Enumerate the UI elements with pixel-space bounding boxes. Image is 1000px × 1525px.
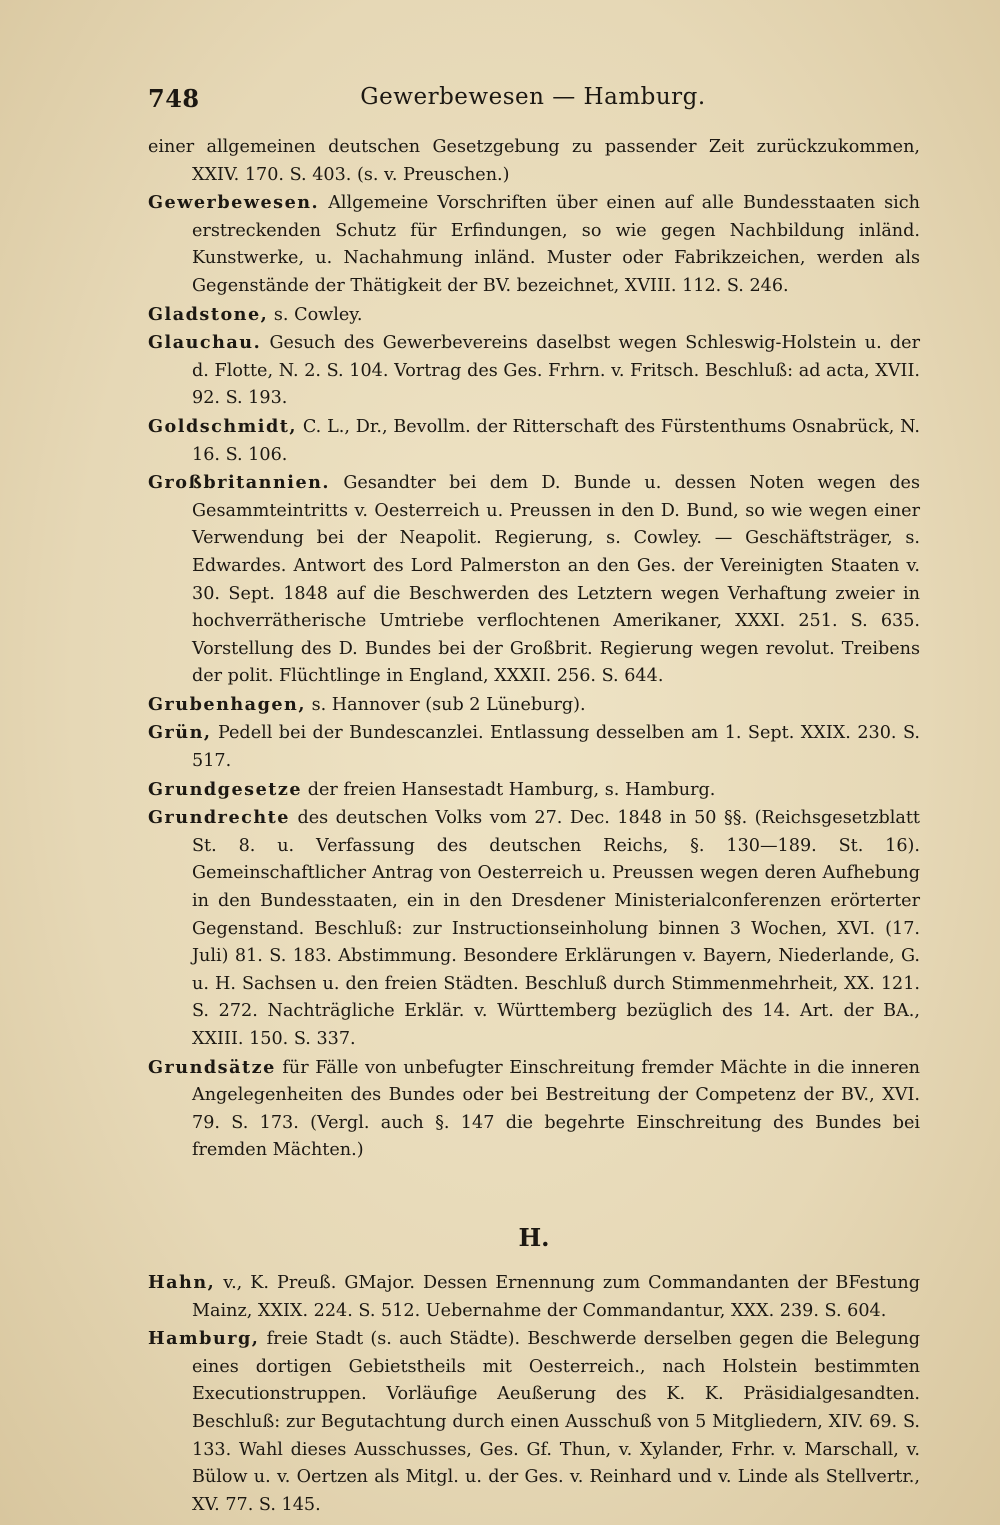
entry-head: Grundsätze [148,1056,276,1078]
page-header [148,84,918,120]
index-entry [148,804,920,1053]
entry-head: Grundrechte [148,807,290,829]
index-entry [148,469,920,691]
entry-text: des deutschen Volks vom 27. Dec. 1848 in 50 §§. (Reichsgesetzblatt St. 8. u. Verfassung des deutschen Reichs, §. 130—189. St. 16). Gemeinschaftlicher Antrag von Oesterreich u. Preussen wegen deren Aufhebung in den Bundesstaaten, ein in den Dresdener Ministerialconferenzen erörterter Gegenstand. Beschluß: zur Instructionseinholung binnen 3 Wochen, XVI. (17. Juli) 81. S. 183. Abstimmung. Besondere Erklärungen v. Bayern, Niederlande, G. u. H. Sachsen u. den freien Städten. Beschluß durch Stimmenmehrheit, XX. 121. S. 272. Nachträgliche Erklär. v. Württemberg bezüglich des 14. Art. der BA., XXIII. 150. S. 337. [192,808,920,1049]
entry-text: Gesuch des Gewerbevereins daselbst wegen Schleswig-Holstein u. der d. Flotte, N. 2. S. 104. Vortrag des Ges. Frhrn. v. Fritsch. Beschluß: ad acta, XVII. 92. S. 193. [192,333,920,409]
index-body [148,134,920,1519]
entry-text: einer allgemeinen deutschen Gesetzgebung zu passender Zeit zurückzukommen, XXIV. 170. S. 403. (s. v. Preuschen.) [148,137,920,185]
index-entry [148,1054,920,1165]
running-head: Gewerbewesen — Hamburg. [360,84,706,110]
entry-head: Gewerbewesen. [148,192,320,214]
entry-text: Gesandter bei dem D. Bunde u. dessen Noten wegen des Gesammteintritts v. Oesterreich u. Preussen in den D. Bund, so wie wegen einer Verwendung bei der Neapolit. Regierung, s. Cowley. — Geschäftsträger, s. Edwardes. Antwort des Lord Palmerston an den Ges. der Vereinigten Staaten v. 30. Sept. 1848 auf die Beschwerden des Letztern wegen Verhaftung zweier in hochverrätherische Umtriebe verflochtenen Amerikaner, XXXI. 251. S. 635. Vorstellung des D. Bundes bei der Großbrit. Regierung wegen revolut. Treibens der polit. Flüchtlinge in England, XXXII. 256. S. 644. [192,473,920,687]
index-entry [148,776,920,805]
entry-head: Großbritannien. [148,472,331,494]
index-entry [148,134,920,189]
entry-head: Hamburg, [148,1328,260,1350]
section-letter: H. [518,1222,550,1252]
entry-head: Grubenhagen, [148,693,306,715]
entry-head: Grundgesetze [148,778,303,800]
entry-text: für Fälle von unbefugter Einschreitung fremder Mächte in die inneren Angelegenheiten des Bundes oder bei Bestreitung der Competenz der BV., XVI. 79. S. 173. (Vergl. auch §. 147 die begehrte Einschreitung des Bundes bei fremden Mächten.) [192,1057,921,1161]
entry-text: C. L., Dr., Bevollm. der Ritterschaft des Fürstenthums Osnabrück, N. 16. S. 106. [192,416,921,465]
index-entry [148,189,920,300]
index-entry [148,301,920,330]
entry-text: s. Cowley. [273,304,363,325]
index-entry [148,1325,920,1519]
entry-text: v., K. Preuß. GMajor. Dessen Ernennung zum Commandanten der BFestung Mainz, XXIX. 224. S. 512. Uebernahme der Commandantur, XXX. 239. S. 604. [192,1272,920,1321]
entry-head: Gladstone, [148,303,269,325]
entry-text: Allgemeine Vorschriften über einen auf alle Bundesstaaten sich erstreckenden Schutz für Erfindungen, so wie gegen Nachbildung inländ. Kunstwerke, u. Nachahmung inländ. Muster oder Fabrikzeichen, werden als Gegenstände der Thätigkeit der BV. bezeichnet, XVIII. 112. S. 246. [192,193,920,296]
entry-text: s. Hannover (sub 2 Lüneburg). [311,694,586,715]
index-entry [148,329,920,413]
entry-text: der freien Hansestadt Hamburg, s. Hamburg. [307,779,716,800]
entry-head: Hahn, [148,1271,216,1293]
entry-text: freie Stadt (s. auch Städte). Beschwerde derselben gegen die Belegung eines dortigen Gebietstheils mit Oesterreich., nach Holstein bestimmten Executionstruppen. Vorläufige Aeußerung des K. K. Präsidialgesandten. Beschluß: zur Begutachtung durch einen Ausschuß von 5 Mitgliedern, XIV. 69. S. 133. Wahl dieses Ausschusses, Ges. Gf. Thun, v. Xylander, Frhr. v. Marschall, v. Bülow u. v. Oertzen als Mitgl. u. der Ges. v. Reinhard und v. Linde als Stellvertr., XV. 77. S. 145. [192,1329,920,1515]
entry-head: Grün, [148,722,212,744]
entry-head: Glauchau. [148,332,262,354]
index-entry [148,1269,920,1325]
entry-text: Pedell bei der Bundescanzlei. Entlassung desselben am 1. Sept. XXIX. 230. S. 517. [192,723,920,772]
index-entry [148,691,920,720]
page-number: 748 [148,84,200,113]
index-entry [148,413,920,469]
index-entry [148,719,920,775]
entry-head: Goldschmidt, [148,415,298,437]
